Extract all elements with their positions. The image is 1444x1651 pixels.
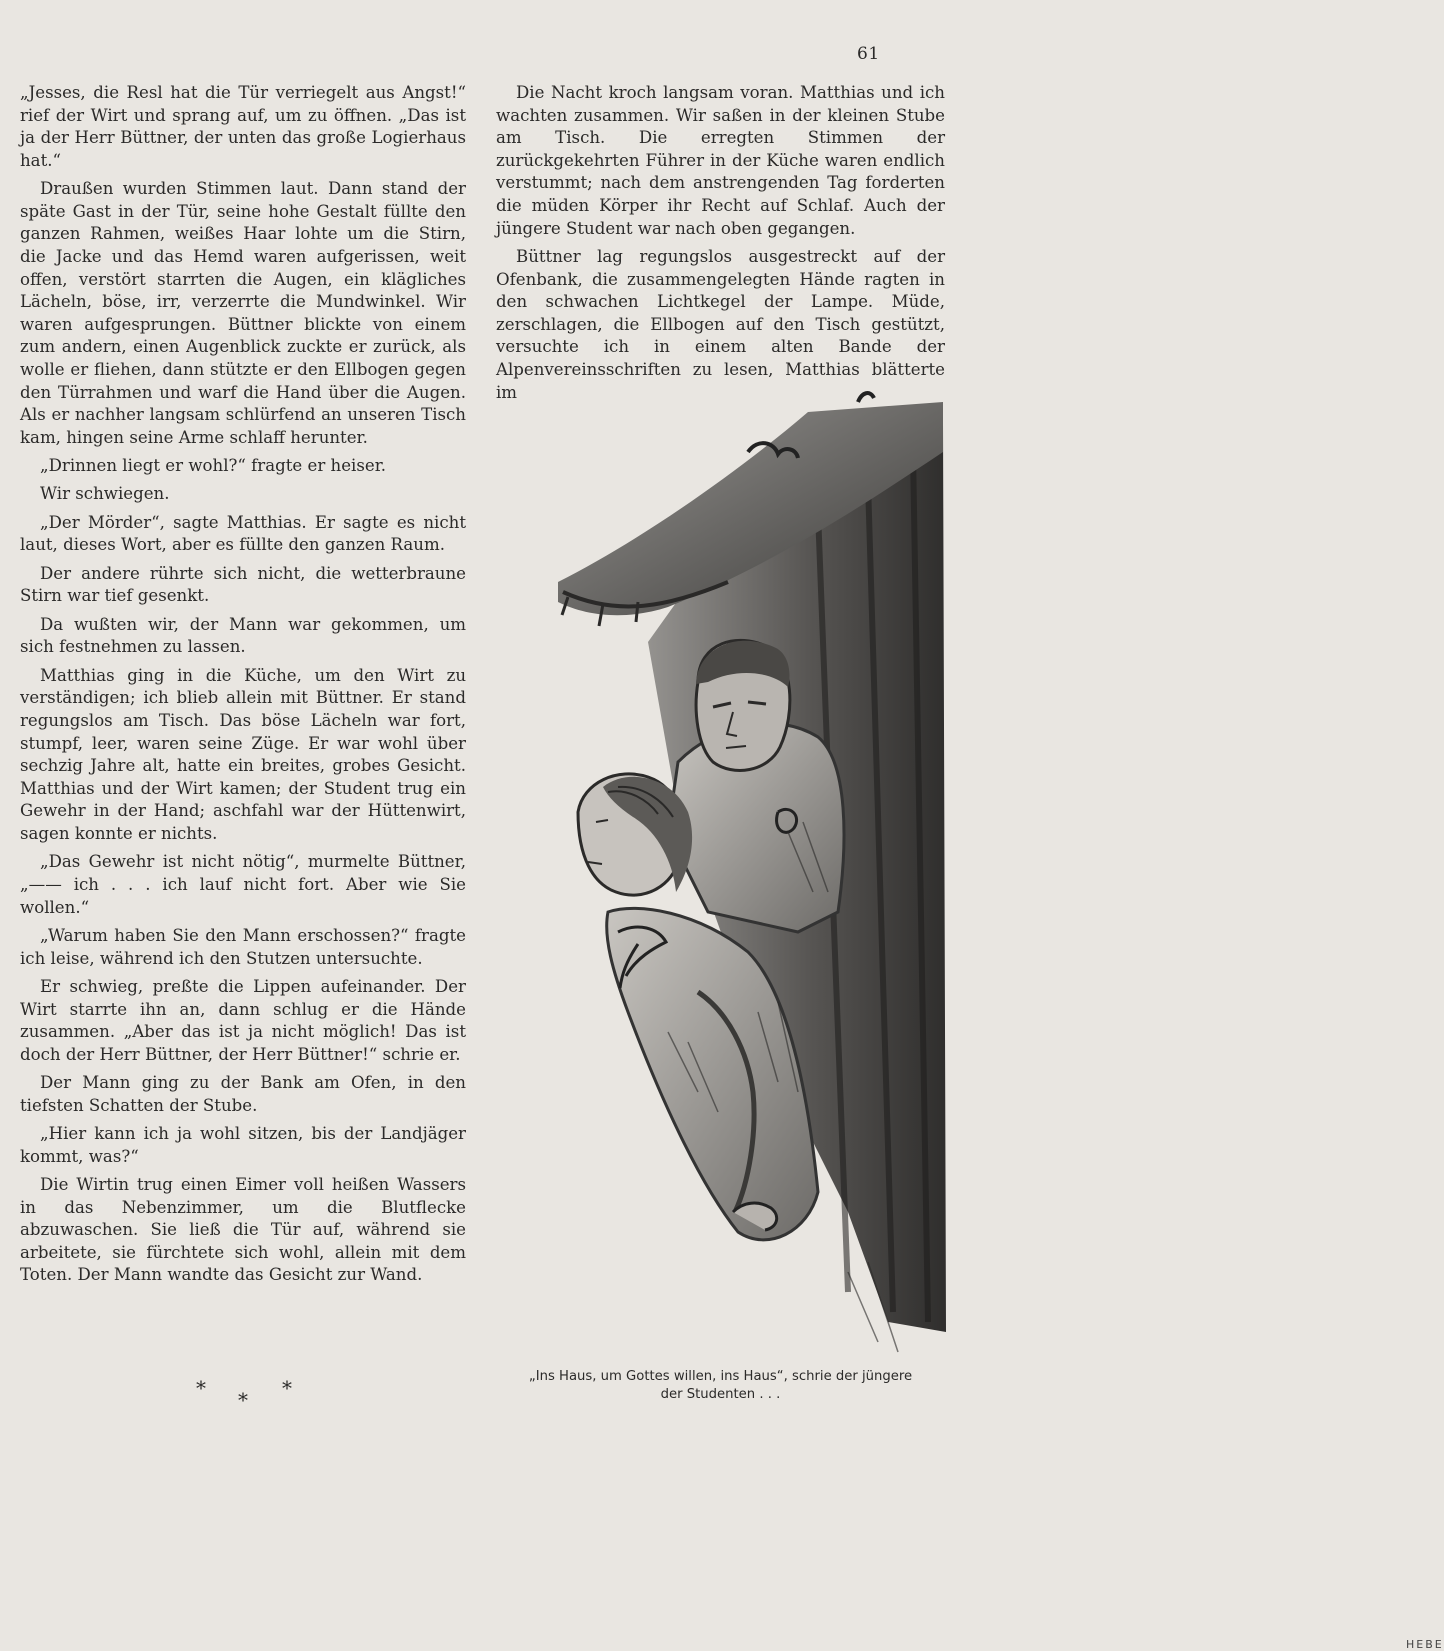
left-column [20,82,466,1293]
section-separator [170,1376,310,1416]
page-number: 61 [857,44,880,64]
paragraph: Wir schwiegen. [40,484,170,504]
paragraph: „Der Mörder“, sagte Matthias. Er sagte es nicht laut, dieses Wort, aber es füllte den ganzen Raum. [20,512,466,555]
paragraph: „Das Gewehr ist nicht nötig“, murmelte Büttner, „—— ich . . . ich lauf nicht fort. Aber wie Sie wollen.“ [20,852,466,917]
illustration-caption [496,1368,945,1404]
paragraph: „Drinnen liegt er wohl?“ fragte er heiser. [40,456,387,476]
paragraph: Matthias ging in die Küche, um den Wirt zu verständigen; ich blieb allein mit Büttner. Er stand regungslos am Tisch. Das böse Lächeln war fort, stumpf, leer, waren seine Züge. Er war wohl über sechzig Jahre alt, hatte ein breites, grobes Gesicht. Matthias und der Wirt kamen; der Student trug ein Gewehr in der Hand; aschfahl war der Hüttenwirt, sagen konnte er nichts. [20,665,466,843]
paragraph: Die Wirtin trug einen Eimer voll heißen Wassers in das Nebenzimmer, um die Blutflecke abzuwaschen. Sie ließ die Tür auf, während sie arbeitete, sie fürchtete sich wohl, allein mit dem Toten. Der Mann wandte das Gesicht zur Wand. [20,1175,466,1285]
caption-line: der Studenten . . . [660,1387,781,1402]
artist-signature: HEBE [1406,1638,1444,1651]
paragraph: „Warum haben Sie den Mann erschossen?“ fragte ich leise, während ich den Stutzen untersuchte. [20,925,466,968]
asterisk: * [238,1388,248,1412]
asterisk: * [282,1376,292,1400]
asterisk: * [196,1376,206,1400]
paragraph: „Jesses, die Resl hat die Tür verriegelt aus Angst!“ rief der Wirt und sprang auf, um zu öffnen. „Das ist ja der Herr Büttner, der unten das große Logierhaus hat.“ [20,83,466,170]
paragraph: Draußen wurden Stimmen laut. Dann stand der späte Gast in der Tür, seine hohe Gestalt füllte den ganzen Rahmen, weißes Haar lohte um die Stirn, die Jacke und das Hemd waren aufgerissen, weit offen, verstört starrten die Augen, ein klägliches Lächeln, böse, irr, verzerrte die Mundwinkel. Wir waren aufgesprungen. Büttner blickte von einem zum andern, einen Augenblick zuckte er zurück, als wolle er fliehen, dann stützte er den Ellbogen gegen den Türrahmen und warf die Hand über die Augen. Als er nachher langsam schlürfend an unseren Tisch kam, hingen seine Arme schlaff herunter. [20,179,466,447]
right-column [496,82,945,410]
illustration-drawing [548,392,948,1362]
paragraph: Der andere rührte sich nicht, die wetterbraune Stirn war tief gesenkt. [20,563,466,606]
paragraph: Der Mann ging zu der Bank am Ofen, in den tiefsten Schatten der Stube. [20,1073,466,1115]
paragraph: „Hier kann ich ja wohl sitzen, bis der Landjäger kommt, was?“ [20,1124,466,1166]
paragraph: Da wußten wir, der Mann war gekommen, um sich festnehmen zu lassen. [20,614,466,657]
caption-line: „Ins Haus, um Gottes willen, ins Haus“, schrie der jüngere [528,1369,913,1384]
paragraph: Er schwieg, preßte die Lippen aufeinander. Der Wirt starrte ihn an, dann schlug er die Hände zusammen. „Aber das ist ja nicht möglich! Das ist doch der Herr Büttner, der Herr Büttner!“ schrie er. [20,976,466,1064]
paragraph: Büttner lag regungslos ausgestreckt auf der Ofenbank, die zusammengelegten Hände ragten in den schwachen Lichtkegel der Lampe. Müde, zerschlagen, die Ellbogen auf den Tisch gestützt, versuchte ich in einem alten Bande der Alpenvereinsschriften zu lesen, Matthias blätterte im [496,246,945,402]
paragraph: Die Nacht kroch langsam voran. Matthias und ich wachten zusammen. Wir saßen in der kleinen Stube am Tisch. Die erregten Stimmen der zurückgekehrten Führer in der Küche waren endlich verstummt; nach dem anstrengenden Tag forderten die müden Körper ihr Recht auf Schlaf. Auch der jüngere Student war nach oben gegangen. [496,83,945,238]
